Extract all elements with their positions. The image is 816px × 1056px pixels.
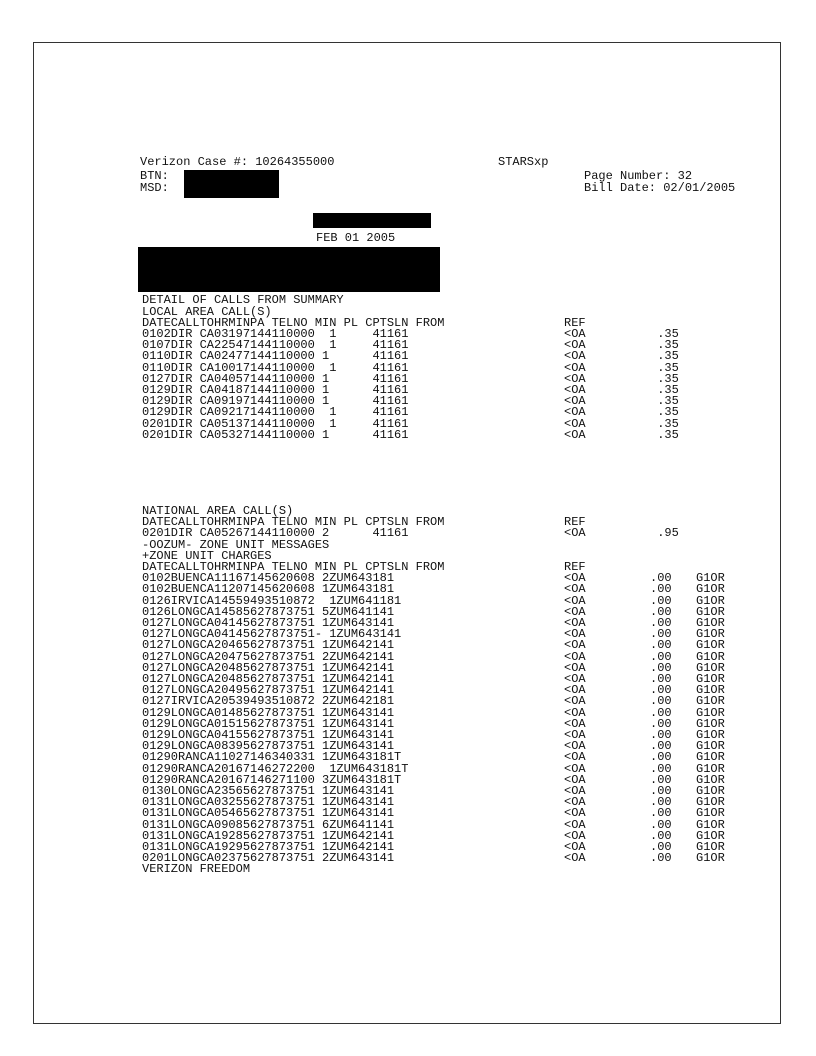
- redaction-block: [184, 170, 279, 198]
- call-ref: <OA: [564, 338, 586, 353]
- call-amount: .00: [650, 604, 672, 619]
- section-title: DETAIL OF CALLS FROM SUMMARY: [142, 293, 344, 307]
- call-amount: .00: [650, 840, 672, 854]
- ref-header: REF: [564, 315, 586, 330]
- call-amount: .00: [650, 772, 672, 787]
- call-detail: 0107DIR CA22547144110000 1 41161: [142, 338, 409, 353]
- call-ref: <OA: [564, 416, 586, 431]
- call-ref: <OA: [564, 750, 586, 765]
- call-detail: 01290RANCA11027146340331 1ZUM643181T: [142, 750, 402, 765]
- call-amount: .00: [650, 683, 672, 698]
- call-amount: .35: [650, 338, 679, 353]
- call-ref: <OA: [564, 382, 586, 397]
- call-ref: <OA: [564, 593, 586, 608]
- call-amount: .00: [650, 571, 672, 586]
- call-ref: <OA: [564, 772, 586, 787]
- msd-label: MSD:: [140, 181, 169, 195]
- call-code: G1OR: [696, 604, 725, 619]
- call-amount: .35: [650, 405, 679, 420]
- call-amount: .00: [650, 750, 672, 765]
- call-amount: .35: [650, 416, 679, 431]
- call-ref: <OA: [564, 694, 586, 709]
- call-code: G1OR: [696, 728, 725, 742]
- call-detail: 0102BUENCA11167145620608 2ZUM643181: [142, 571, 395, 586]
- call-detail: 0131LONGCA03255627873751 1ZUM643141: [142, 795, 395, 810]
- call-detail: 0201LONGCA02375627873751 2ZUM643141: [142, 851, 395, 866]
- call-amount: .35: [650, 427, 679, 442]
- call-amount: .00: [650, 716, 672, 731]
- call-code: G1OR: [696, 784, 725, 798]
- call-ref: <OA: [564, 427, 586, 442]
- call-code: G1OR: [696, 683, 725, 698]
- call-ref: <OA: [564, 716, 586, 731]
- call-amount: .35: [650, 326, 679, 341]
- call-code: G1OR: [696, 616, 725, 630]
- redaction-block: [138, 247, 440, 292]
- call-code: G1OR: [696, 795, 725, 810]
- call-code: G1OR: [696, 750, 725, 765]
- call-code: G1OR: [696, 817, 725, 832]
- call-detail: 0129LONGCA08395627873751 1ZUM643141: [142, 739, 395, 754]
- call-detail: 0129LONGCA01515627873751 1ZUM643141: [142, 716, 395, 731]
- call-amount: .00: [650, 627, 672, 642]
- call-amount: .35: [650, 360, 679, 375]
- call-detail: 01290RANCA20167146272200 1ZUM643181T: [142, 761, 409, 776]
- redaction-block: [313, 213, 431, 228]
- section-heading-text: NATIONAL AREA CALL(S): [142, 504, 294, 518]
- call-code: G1OR: [696, 660, 725, 675]
- call-code: G1OR: [696, 806, 725, 821]
- call-detail: 0102BUENCA11207145620608 1ZUM643181: [142, 582, 395, 597]
- call-code: G1OR: [696, 828, 725, 843]
- stamp-date: FEB 01 2005: [316, 231, 396, 245]
- call-amount: .00: [650, 672, 672, 686]
- call-amount: .00: [650, 828, 672, 843]
- call-ref: <OA: [564, 739, 586, 754]
- call-detail: 0102DIR CA03197144110000 1 41161: [142, 326, 409, 341]
- call-detail: 0201DIR CA05327144110000 1 41161: [142, 427, 409, 442]
- call-ref: <OA: [564, 405, 586, 420]
- call-amount: .35: [650, 394, 679, 409]
- system-name: STARSxp: [498, 155, 549, 169]
- call-amount: .95: [650, 526, 679, 541]
- call-detail: 0129DIR CA09197144110000 1 41161: [142, 394, 409, 409]
- call-ref: <OA: [564, 604, 586, 619]
- call-detail: 0131LONGCA05465627873751 1ZUM643141: [142, 806, 395, 821]
- column-header: DATECALLTOHRMINPA TELNO MIN PL CPTSLN FROM: [142, 315, 445, 330]
- call-amount: .00: [650, 593, 672, 608]
- call-ref: <OA: [564, 840, 586, 854]
- call-detail: 0127LONGCA20475627873751 2ZUM642141: [142, 649, 395, 664]
- call-code: G1OR: [696, 571, 725, 586]
- call-detail: 0127LONGCA20465627873751 1ZUM642141: [142, 638, 395, 653]
- ref-header: REF: [564, 515, 586, 530]
- call-detail: 0126LONGCA14585627873751 5ZUM641141: [142, 604, 395, 619]
- call-detail: 0131LONGCA19295627873751 1ZUM642141: [142, 840, 395, 854]
- call-code: G1OR: [696, 761, 725, 776]
- call-code: G1OR: [696, 840, 725, 854]
- section-heading-text: +ZONE UNIT CHARGES: [142, 548, 272, 563]
- call-amount: .00: [650, 851, 672, 866]
- call-row: [142, 427, 762, 442]
- call-code: G1OR: [696, 582, 725, 597]
- call-ref: <OA: [564, 672, 586, 686]
- call-ref: <OA: [564, 795, 586, 810]
- call-ref: <OA: [564, 660, 586, 675]
- call-amount: .00: [650, 660, 672, 675]
- call-detail: 0127DIR CA04057144110000 1 41161: [142, 371, 409, 386]
- call-amount: .35: [650, 349, 679, 364]
- call-ref: <OA: [564, 761, 586, 776]
- call-amount: .00: [650, 582, 672, 597]
- call-ref: <OA: [564, 326, 586, 341]
- column-header: DATECALLTOHRMINPA TELNO MIN PL CPTSLN FROM: [142, 560, 445, 574]
- call-amount: .00: [650, 728, 672, 742]
- call-code: G1OR: [696, 694, 725, 709]
- bill-date: Bill Date: 02/01/2005: [584, 181, 736, 195]
- call-ref: <OA: [564, 371, 586, 386]
- call-ref: <OA: [564, 627, 586, 642]
- call-code: G1OR: [696, 772, 725, 787]
- call-detail: 0131LONGCA19285627873751 1ZUM642141: [142, 828, 395, 843]
- call-ref: <OA: [564, 616, 586, 630]
- call-ref: <OA: [564, 683, 586, 698]
- call-amount: .00: [650, 649, 672, 664]
- call-detail: 0201DIR CA05267144110000 2 41161: [142, 526, 409, 541]
- btn-label: BTN:: [140, 169, 169, 183]
- call-code: G1OR: [696, 593, 725, 608]
- call-amount: .00: [650, 761, 672, 776]
- call-amount: .00: [650, 705, 672, 720]
- call-ref: <OA: [564, 571, 586, 586]
- call-ref: <OA: [564, 828, 586, 843]
- call-detail: 0127LONGCA20485627873751 1ZUM642141: [142, 672, 395, 686]
- call-detail: 0127LONGCA04145627873751- 1ZUM643141: [142, 627, 402, 642]
- call-ref: <OA: [564, 526, 586, 541]
- call-ref: <OA: [564, 851, 586, 866]
- call-code: G1OR: [696, 705, 725, 720]
- call-detail: 0127LONGCA04145627873751 1ZUM643141: [142, 616, 395, 630]
- call-detail: 0110DIR CA10017144110000 1 41161: [142, 360, 409, 375]
- call-detail: 0129LONGCA01485627873751 1ZUM643141: [142, 705, 395, 720]
- call-code: G1OR: [696, 716, 725, 731]
- call-code: G1OR: [696, 851, 725, 866]
- call-amount: .00: [650, 638, 672, 653]
- case-number-line: Verizon Case #: 10264355000: [140, 155, 335, 169]
- column-header: DATECALLTOHRMINPA TELNO MIN PL CPTSLN FROM: [142, 515, 445, 530]
- call-ref: <OA: [564, 806, 586, 821]
- call-amount: .00: [650, 739, 672, 754]
- page-number: Page Number: 32: [584, 169, 693, 183]
- call-ref: <OA: [564, 649, 586, 664]
- call-detail: 0131LONGCA09085627873751 6ZUM641141: [142, 817, 395, 832]
- call-code: G1OR: [696, 739, 725, 754]
- section-heading-text: LOCAL AREA CALL(S): [142, 304, 272, 319]
- call-ref: <OA: [564, 360, 586, 375]
- call-detail: 0129LONGCA04155627873751 1ZUM643141: [142, 728, 395, 742]
- call-amount: .35: [650, 382, 679, 397]
- call-detail: 0126IRVICA14559493510872 1ZUM641181: [142, 593, 402, 608]
- call-amount: .00: [650, 817, 672, 832]
- call-amount: .35: [650, 371, 679, 386]
- call-detail: 0201DIR CA05137144110000 1 41161: [142, 416, 409, 431]
- call-amount: .00: [650, 616, 672, 630]
- call-detail: 0127LONGCA20485627873751 1ZUM642141: [142, 660, 395, 675]
- call-detail: 0130LONGCA23565627873751 1ZUM643141: [142, 784, 395, 798]
- call-code: G1OR: [696, 627, 725, 642]
- call-ref: <OA: [564, 728, 586, 742]
- call-ref: <OA: [564, 705, 586, 720]
- call-code: G1OR: [696, 672, 725, 686]
- call-detail: 0129DIR CA09217144110000 1 41161: [142, 405, 409, 420]
- call-ref: <OA: [564, 582, 586, 597]
- footer-text: VERIZON FREEDOM: [142, 862, 251, 877]
- call-detail: 0110DIR CA02477144110000 1 41161: [142, 349, 409, 364]
- ref-header: REF: [564, 560, 586, 574]
- call-detail: 0129DIR CA04187144110000 1 41161: [142, 382, 409, 397]
- call-code: G1OR: [696, 649, 725, 664]
- call-detail: 0127IRVICA20539493510872 2ZUM642181: [142, 694, 395, 709]
- call-detail: 0127LONGCA20495627873751 1ZUM642141: [142, 683, 395, 698]
- call-code: G1OR: [696, 638, 725, 653]
- call-detail: 01290RANCA20167146271100 3ZUM643181T: [142, 772, 402, 787]
- call-amount: .00: [650, 784, 672, 798]
- call-ref: <OA: [564, 349, 586, 364]
- section-heading-text: -OOZUM- ZONE UNIT MESSAGES: [142, 537, 330, 552]
- call-amount: .00: [650, 694, 672, 709]
- call-ref: <OA: [564, 394, 586, 409]
- call-ref: <OA: [564, 638, 586, 653]
- call-amount: .00: [650, 795, 672, 810]
- call-ref: <OA: [564, 784, 586, 798]
- call-ref: <OA: [564, 817, 586, 832]
- call-amount: .00: [650, 806, 672, 821]
